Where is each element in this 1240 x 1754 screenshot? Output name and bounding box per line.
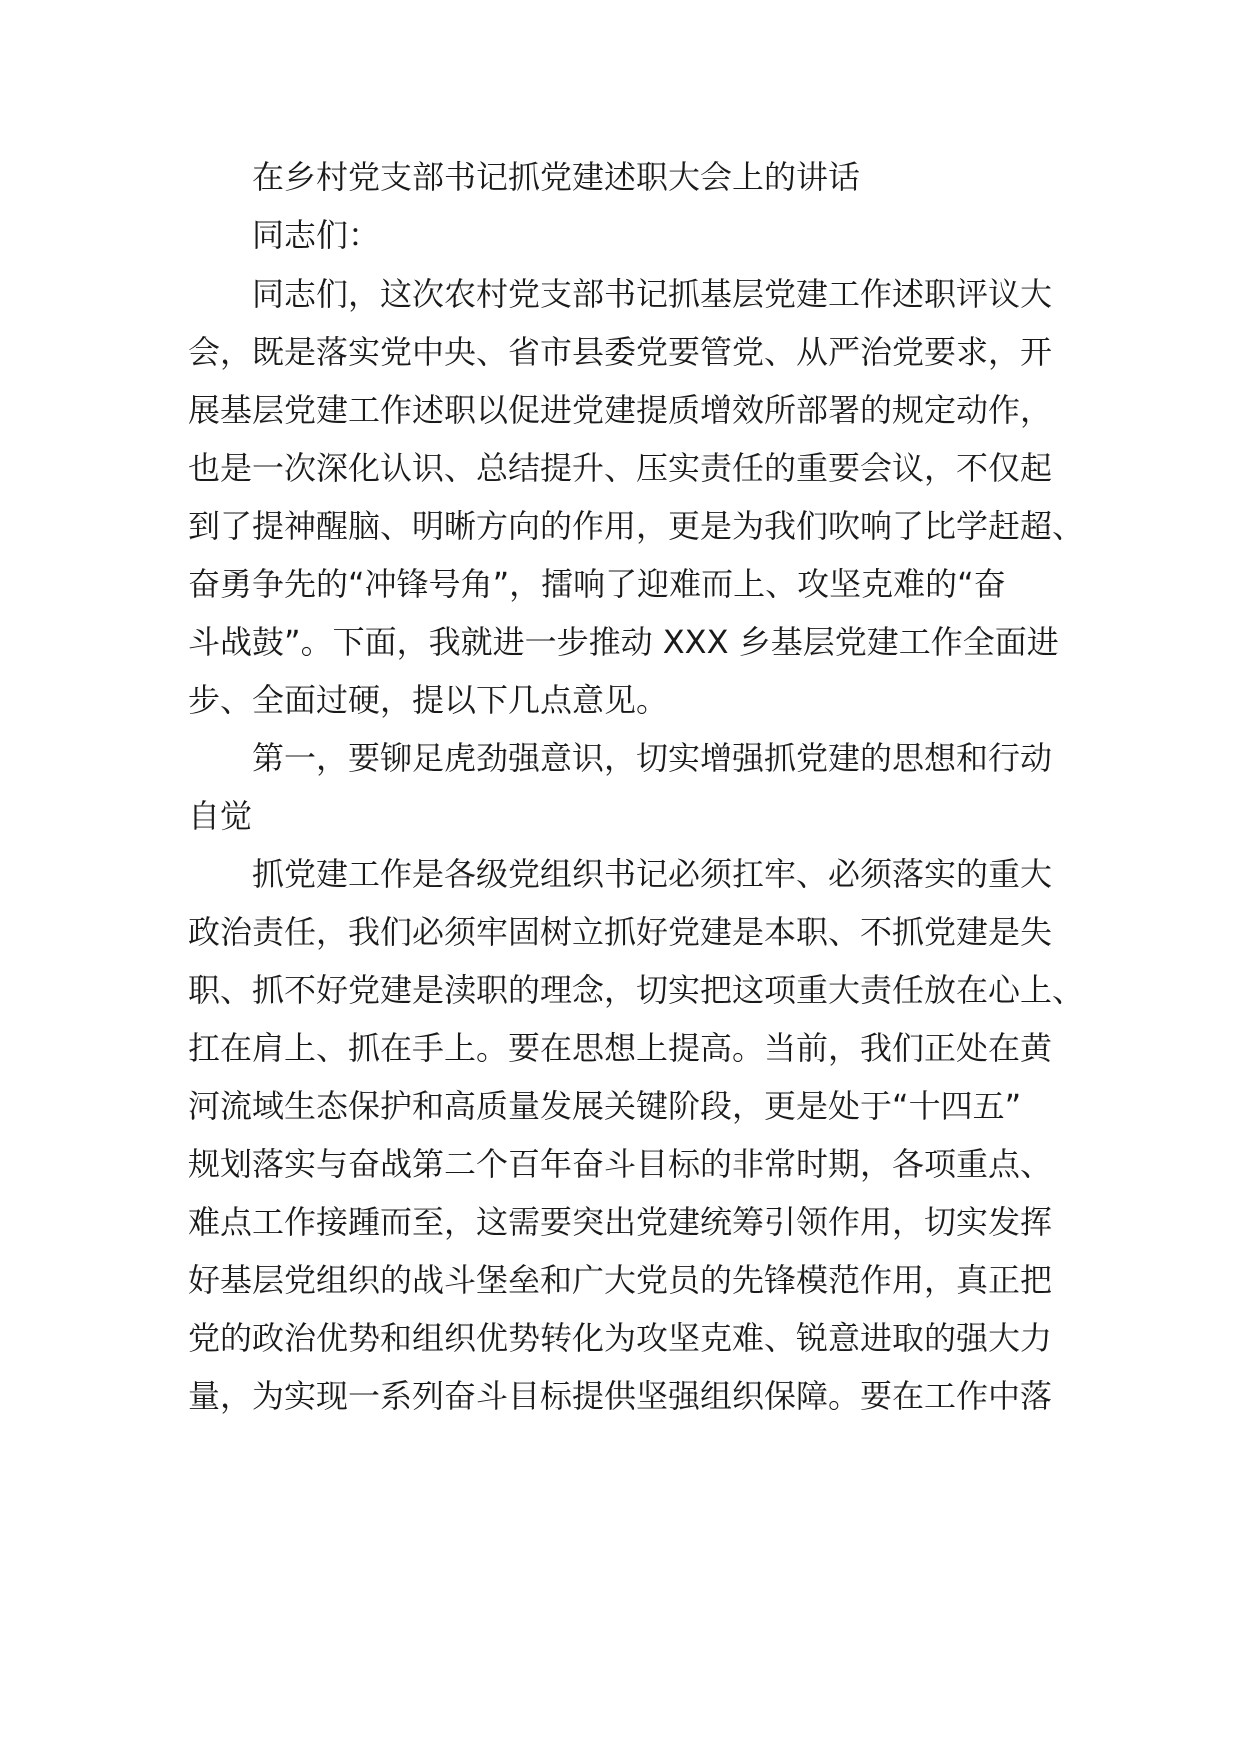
paragraph-line: 到了提神醒脑、明晰方向的作用，更是为我们吹响了比学赶超、	[188, 507, 1085, 545]
paragraph-line: 展基层党建工作述职以促进党建提质增效所部署的规定动作，	[188, 391, 1053, 429]
section-heading-line: 第一，要铆足虎劲强意识，切实增强抓党建的思想和行动	[252, 739, 1053, 777]
paragraph-line: 会，既是落实党中央、省市县委党要管党、从严治党要求，开	[188, 333, 1053, 371]
paragraph-line: 步、全面过硬，提以下几点意见。	[188, 681, 669, 719]
paragraph-line: 也是一次深化认识、总结提升、压实责任的重要会议，不仅起	[188, 449, 1053, 487]
paragraph-line: 职、抓不好党建是渎职的理念，切实把这项重大责任放在心上、	[188, 971, 1085, 1009]
paragraph-line: 河流域生态保护和高质量发展关键阶段，更是处于“十四五”	[188, 1087, 1022, 1125]
paragraph-line: 难点工作接踵而至，这需要突出党建统筹引领作用，切实发挥	[188, 1203, 1053, 1241]
section-heading-line: 自觉	[188, 797, 253, 835]
paragraph-line: 规划落实与奋战第二个百年奋斗目标的非常时期，各项重点、	[188, 1145, 1053, 1183]
paragraph-line: 扛在肩上、抓在手上。要在思想上提高。当前，我们正处在黄	[188, 1029, 1053, 1067]
document-title: 在乡村党支部书记抓党建述职大会上的讲话	[252, 158, 861, 196]
paragraph-line: 同志们，这次农村党支部书记抓基层党建工作述职评议大	[252, 275, 1053, 313]
paragraph-line: 好基层党组织的战斗堡垒和广大党员的先锋模范作用，真正把	[188, 1261, 1053, 1299]
paragraph-line: 抓党建工作是各级党组织书记必须扛牢、必须落实的重大	[252, 855, 1053, 893]
paragraph-line: 政治责任，我们必须牢固树立抓好党建是本职、不抓党建是失	[188, 913, 1053, 951]
paragraph-line: 党的政治优势和组织优势转化为攻坚克难、锐意进取的强大力	[188, 1319, 1053, 1357]
paragraph-line: 斗战鼓”。下面，我就进一步推动 XXX 乡基层党建工作全面进	[188, 623, 1059, 661]
paragraph-line: 量，为实现一系列奋斗目标提供坚强组织保障。要在工作中落	[188, 1377, 1053, 1415]
paragraph-line: 奋勇争先的“冲锋号角”，擂响了迎难而上、攻坚克难的“奋	[188, 565, 1006, 603]
salutation: 同志们：	[252, 216, 381, 254]
